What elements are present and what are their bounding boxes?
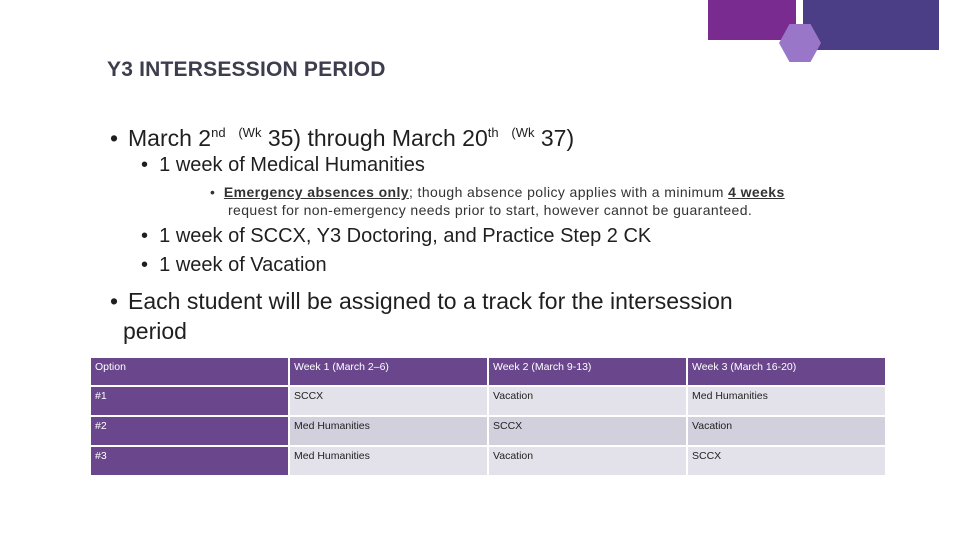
table-cell: SCCX	[488, 416, 687, 446]
table-cell: SCCX	[289, 386, 488, 416]
table-cell: Vacation	[687, 416, 886, 446]
header-week1: Week 1 (March 2–6)	[289, 357, 488, 386]
table-cell: Med Humanities	[687, 386, 886, 416]
decor-block-magenta	[708, 0, 796, 40]
sub-bullet-vacation: • 1 week of Vacation	[141, 254, 327, 276]
sub-sub-bullet-absences-line2: request for non-emergency needs prior to start, however cannot be guaranteed.	[228, 202, 753, 218]
sub-bullet-med-humanities: • 1 week of Medical Humanities	[141, 154, 425, 176]
table-cell: Vacation	[488, 386, 687, 416]
table-header-row	[90, 357, 886, 386]
table-cell: SCCX	[687, 446, 886, 476]
schedule-table	[89, 356, 887, 477]
sub-bullet-sccx: • 1 week of SCCX, Y3 Doctoring, and Practice Step 2 CK	[141, 225, 652, 247]
table-cell-option: #1	[90, 386, 289, 416]
table-cell: Med Humanities	[289, 446, 488, 476]
header-week2: Week 2 (March 9-13)	[488, 357, 687, 386]
bullet-track-line2: period	[123, 318, 187, 344]
table-cell-option: #2	[90, 416, 289, 446]
table-cell: Med Humanities	[289, 416, 488, 446]
header-option: Option	[90, 357, 289, 386]
table-cell: Vacation	[488, 446, 687, 476]
sub-sub-bullet-absences: • Emergency absences only; though absence policy applies with a minimum 4 weeks	[210, 184, 785, 200]
table-row	[90, 416, 886, 446]
bullet-dates: • March 2nd $^{(Wk}$ 35) through March 20th $^{(Wk}$ 37)	[110, 125, 575, 151]
slide-title: Y3 INTERSESSION PERIOD	[107, 58, 386, 81]
bullet-track: • Each student will be assigned to a track for the intersession	[110, 288, 733, 314]
table-row	[90, 386, 886, 416]
header-week3: Week 3 (March 16-20)	[687, 357, 886, 386]
table-row	[90, 446, 886, 476]
decor-block-indigo	[803, 0, 939, 50]
table-cell-option: #3	[90, 446, 289, 476]
